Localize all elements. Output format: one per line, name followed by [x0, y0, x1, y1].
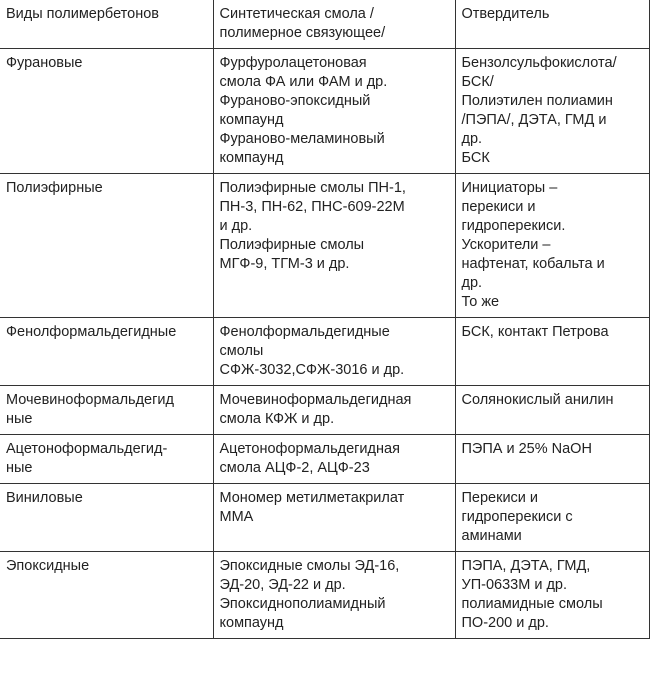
cell-line: Фураново-эпоксидный [219, 93, 371, 109]
cell-line: смола КФЖ и др. [219, 411, 335, 427]
cell-hardener [455, 174, 649, 318]
cell-line: гидроперекиси с [461, 509, 573, 525]
cell-line: Фурфуролацетоновая [219, 55, 367, 71]
table-row [0, 318, 649, 386]
cell-line: ПЭПА, ДЭТА, ГМД, [461, 558, 591, 574]
cell-line: перекиси и [461, 199, 536, 215]
cell-line: гидроперекиси. [461, 218, 566, 234]
cell-hardener [455, 552, 649, 639]
cell-type [0, 552, 213, 639]
cell-hardener [455, 49, 649, 174]
cell-line: Фурановые [6, 55, 83, 71]
cell-hardener [455, 484, 649, 552]
cell-line: ПН-3, ПН-62, ПНС-609-22М [219, 199, 405, 215]
cell-line: Виды полимербетонов [6, 6, 159, 22]
cell-line: ные [6, 411, 33, 427]
cell-line: смола ФА или ФАМ и др. [219, 74, 388, 90]
cell-resin [213, 49, 455, 174]
cell-line: смолы [219, 343, 264, 359]
table-row [0, 552, 649, 639]
cell-line: УП-0633М и др. [461, 577, 568, 593]
table-row [0, 174, 649, 318]
cell-line: Виниловые [6, 490, 83, 506]
cell-line: компаунд [219, 150, 284, 166]
cell-hardener [455, 386, 649, 435]
cell-line: Инициаторы – [461, 180, 558, 196]
cell-line: и др. [219, 218, 253, 234]
cell-line: Синтетическая смола / [219, 6, 374, 22]
cell-line: ные [6, 460, 33, 476]
cell-type [0, 386, 213, 435]
cell-line: смола АЦФ-2, АЦФ-23 [219, 460, 370, 476]
cell-resin [213, 484, 455, 552]
cell-resin [213, 174, 455, 318]
cell-line: БСК [461, 150, 490, 166]
cell-line: СФЖ-3032,СФЖ-3016 и др. [219, 362, 405, 378]
cell-line: компаунд [219, 112, 284, 128]
table-row [0, 386, 649, 435]
cell-line: Ускорители – [461, 237, 551, 253]
cell-line: Мономер метилметакрилат [219, 490, 405, 506]
cell-line: полимерное связующее/ [219, 25, 386, 41]
cell-line: Эпоксиднополиамидный [219, 596, 386, 612]
cell-line: Полиэфирные смолы [219, 237, 365, 253]
cell-line: /ПЭПА/, ДЭТА, ГМД и [461, 112, 607, 128]
cell-line: Полиэтилен полиамин [461, 93, 613, 109]
table-row [0, 435, 649, 484]
cell-line: ЭД-20, ЭД-22 и др. [219, 577, 346, 593]
cell-line: То же [461, 294, 500, 310]
cell-line: Отвердитель [461, 6, 550, 22]
cell-line: БСК, контакт Петрова [461, 324, 609, 340]
header-row [0, 0, 649, 49]
cell-line: нафтенат, кобальта и [461, 256, 605, 272]
cell-line: БСК/ [461, 74, 494, 90]
header-cell-hardener [455, 0, 649, 49]
cell-hardener [455, 318, 649, 386]
cell-type [0, 49, 213, 174]
cell-line: Мочевиноформальдегид [6, 392, 174, 408]
cell-line: Эпоксидные [6, 558, 90, 574]
cell-line: полиамидные смолы [461, 596, 603, 612]
cell-line: ПЭПА и 25% NaOH [461, 441, 592, 457]
cell-line: Ацетоноформальдегидная [219, 441, 400, 457]
cell-line: Бензолсульфокислота/ [461, 55, 617, 71]
cell-line: ММА [219, 509, 254, 525]
cell-resin [213, 435, 455, 484]
cell-type [0, 174, 213, 318]
cell-type [0, 318, 213, 386]
cell-resin [213, 552, 455, 639]
cell-line: Полиэфирные [6, 180, 103, 196]
cell-line: Фенолформальдегидные [6, 324, 177, 340]
cell-type [0, 435, 213, 484]
cell-line: Перекиси и [461, 490, 539, 506]
cell-line: Фенолформальдегидные [219, 324, 390, 340]
cell-line: Мочевиноформальдегидная [219, 392, 412, 408]
cell-line: компаунд [219, 615, 284, 631]
table-row [0, 49, 649, 174]
cell-line: Фураново-меламиновый [219, 131, 385, 147]
cell-line: Ацетоноформальдегид- [6, 441, 168, 457]
cell-type [0, 484, 213, 552]
header-cell-type [0, 0, 213, 49]
cell-resin [213, 386, 455, 435]
cell-line: Полиэфирные смолы ПН-1, [219, 180, 406, 196]
cell-line: МГФ-9, ТГМ-3 и др. [219, 256, 350, 272]
cell-line: ПО-200 и др. [461, 615, 549, 631]
cell-line: др. [461, 131, 483, 147]
cell-hardener [455, 435, 649, 484]
header-cell-resin [213, 0, 455, 49]
table-row [0, 484, 649, 552]
cell-line: др. [461, 275, 483, 291]
cell-line: Эпоксидные смолы ЭД-16, [219, 558, 400, 574]
cell-line: Солянокислый анилин [461, 392, 614, 408]
cell-resin [213, 318, 455, 386]
cell-line: аминами [461, 528, 522, 544]
